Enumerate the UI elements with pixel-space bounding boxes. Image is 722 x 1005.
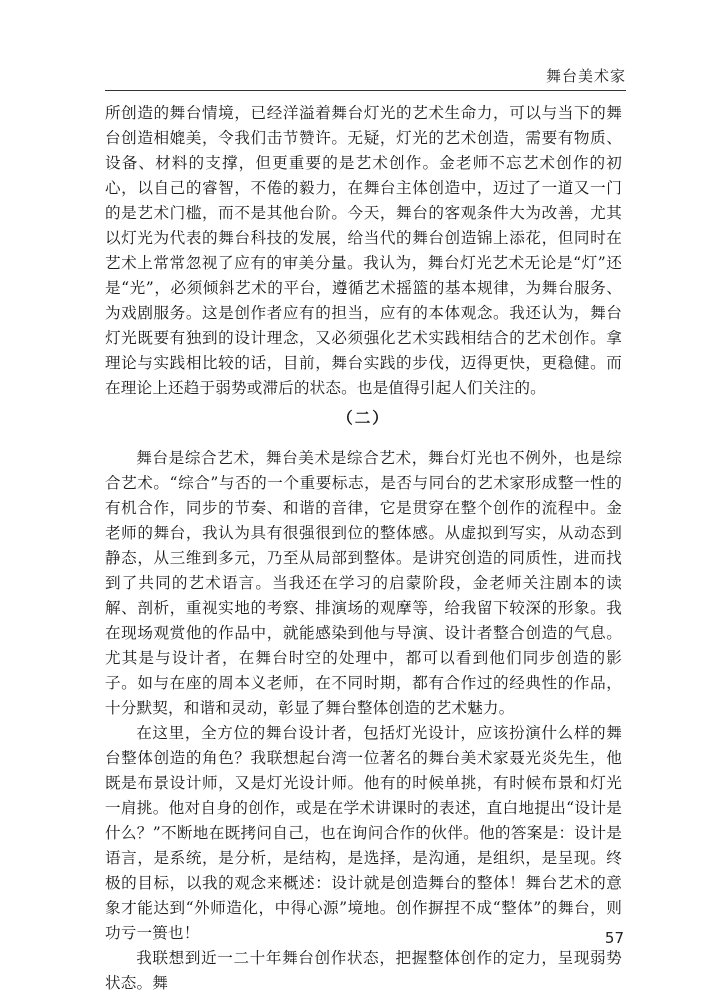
section-heading: （二） [337, 408, 390, 427]
paragraph: 在这里，全方位的舞台设计者，包括灯光设计，应该扮演什么样的舞台整体创造的角色？我联想起台湾一位著名的舞台美术家聂光炎先生，他既是布景设计师，又是灯光设计师。他有的时候单挑，有时候布景和灯光一肩挑。他对自身的创作，或是在学术讲课时的表述，直白地提出“设计是什么？”不断地在既拷问自己，也在询问合作的伙伴。他的答案是：设计是语言，是系统，是分析，是结构，是选择，是沟通，是组织，是呈现。终极的目标，以我的观念来概述：设计就是创造舞台的整体！舞台艺术的意象才能达到“外师造化，中得心源”境地。创作摒捏不成“整体”的舞台，则功亏一篑也！ [105, 724, 622, 942]
body-text [105, 101, 622, 996]
paragraph: 舞台是综合艺术，舞台美术是综合艺术，舞台灯光也不例外，也是综合艺术。“综合”与否的一个重要标志，是否与同台的艺术家形成整一性的有机合作，同步的节奏、和谐的音律，它是贯穿在整个创作的流程中。金老师的舞台，我认为具有很强很到位的整体感。从虚拟到写实，从动态到静态，从三维到多元，乃至从局部到整体。是讲究创造的同质性，进而找到了共同的艺术语言。当我还在学习的启蒙阶段，金老师关注剧本的读解、剖析，重视实地的考察、排演场的观摩等，给我留下较深的形象。我在现场观赏他的作品中，就能感染到他与导演、设计者整合创造的气息。尤其是与设计者，在舞台时空的处理中，都可以看到他们同步创造的影子。如与在座的周本义老师，在不同时期，都有合作过的经典性的作品，十分默契，和谐和灵动，彰显了舞台整体创造的艺术魅力。 [105, 449, 622, 717]
paragraph-continued: 所创造的舞台情境，已经洋溢着舞台灯光的艺术生命力，可以与当下的舞台创造相媲美，令我们击节赞许。无疑，灯光的艺术创造，需要有物质、设备、材料的支撑，但更重要的是艺术创作。金老师不忘艺术创作的初心，以自己的睿智，不倦的毅力，在舞台主体创造中，迈过了一道又一门的是艺术门槛，而不是其他台阶。今天，舞台的客观条件大为改善，尤其以灯光为代表的舞台科技的发展，给当代的舞台创造锦上添花，但同时在艺术上常常忽视了应有的审美分量。我认为，舞台灯光艺术无论是“灯”还是“光”，必须倾斜艺术的平台，遵循艺术摇篮的基本规律，为舞台服务、为戏剧服务。这是创作者应有的担当，应有的本体观念。我还认为，舞台灯光既要有独到的设计理念，又必须强化艺术实践相结合的艺术创作。拿理论与实践相比较的话，目前，舞台实践的步伐，迈得更快，更稳健。而在理论上还趋于弱势或滞后的状态。也是值得引起人们关注的。 [105, 104, 622, 397]
paragraph: 我联想到近一二十年舞台创作状态，把握整体创作的定力，呈现弱势状态。舞 [105, 949, 622, 992]
running-header [105, 66, 626, 91]
book-title: 舞台美术家 [545, 67, 626, 85]
page-number: 57 [604, 929, 624, 947]
